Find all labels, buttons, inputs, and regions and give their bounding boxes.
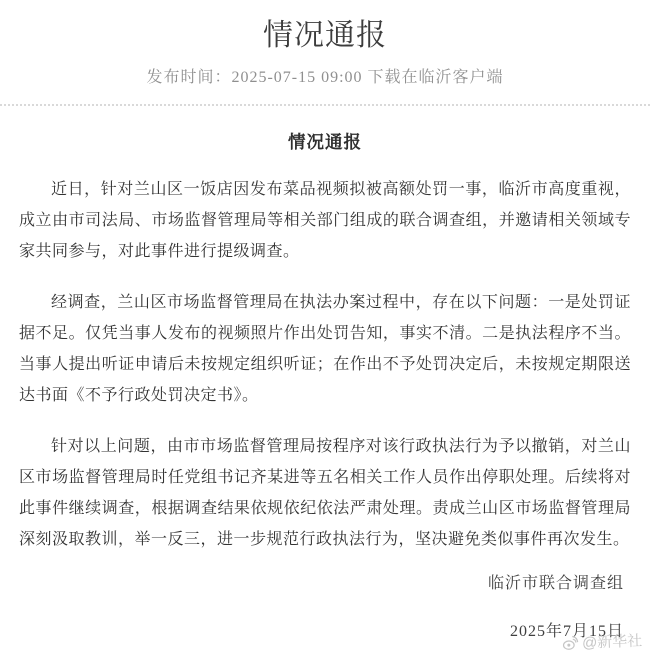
dotted-divider — [0, 104, 650, 106]
publish-meta: 发布时间：2025-07-15 09:00 下载在临沂客户端 — [146, 69, 504, 86]
article-paragraph-3: 针对以上问题，由市市场监督管理局按程序对该行政执法行为予以撤销，对兰山区市场监督管理局时任党组书记齐某进等五名相关工作人员作出停职处理。后续将对此事件继续调查，根据调查结果依规依纪依法严肃处理。责成兰山区市场监督管理局深刻汲取教训，举一反三，进一步规范行政执法行为，坚决避免类似事件再次发生。 — [19, 438, 631, 548]
watermark-label: @新华社 — [581, 632, 643, 652]
article-paragraph-2: 经调查，兰山区市场监督管理局在执法办案过程中，存在以下问题：一是处罚证据不足。仅凭当事人发布的视频照片作出处罚告知，事实不清。二是执法程序不当。当事人提出听证申请后未按规定组织听证；在作出不予处罚决定后，未按规定期限送达书面《不予行政处罚决定书》。 — [19, 294, 631, 404]
signature: 临沂市联合调查组 — [487, 575, 624, 592]
article-paragraph-1: 近日，针对兰山区一饭店因发布菜品视频拟被高额处罚一事，临沂市高度重视，成立由市司法局、市场监督管理局等相关部门组成的联合调查组，并邀请相关领域专家共同参与，对此事件进行提级调查。 — [19, 181, 631, 260]
page-title: 情况通报 — [263, 19, 387, 52]
notice-article — [0, 130, 650, 644]
watermark — [561, 630, 642, 654]
date: 2025年7月15日 — [509, 623, 624, 640]
weibo-icon — [561, 634, 579, 652]
article-heading: 情况通报 — [288, 132, 362, 152]
